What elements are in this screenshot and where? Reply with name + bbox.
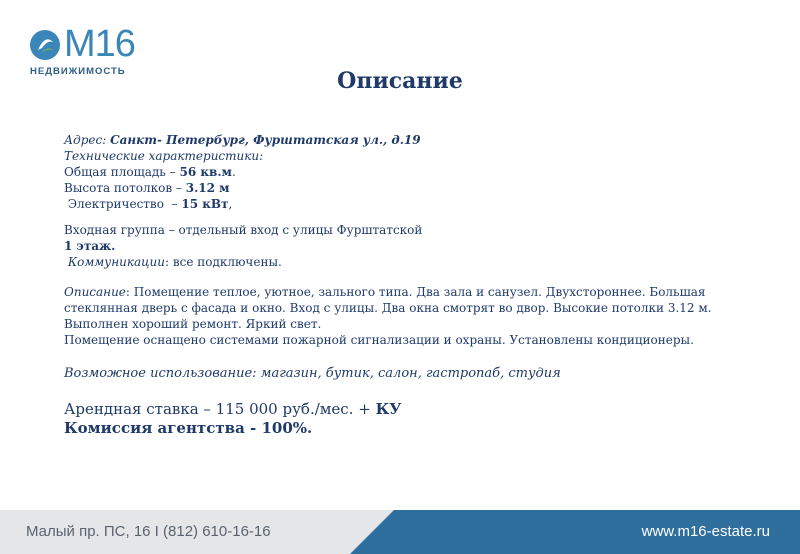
area-suffix: . [231, 165, 236, 179]
description-line-1 [64, 284, 744, 300]
power-label: Электричество – [64, 197, 182, 211]
utilities-label: Коммуникации [67, 255, 165, 269]
commission-line: Комиссия агентства - 100%. [64, 419, 313, 437]
usage-label: Возможное использование: [64, 366, 257, 381]
address-value: Санкт- Петербург, Фурштатская ул., д.19 [110, 133, 421, 147]
area-label: Общая площадь – [64, 165, 180, 179]
logo-emblem-icon [28, 28, 62, 62]
power-value: 15 кВт [181, 197, 229, 211]
power-suffix: , [228, 197, 233, 211]
page-title: Описание [337, 68, 463, 94]
usage-value: магазин, бутик, салон, гастропаб, студия [256, 366, 561, 381]
tech-specs-label: Технические характеристики: [64, 149, 264, 163]
floor-line: 1 этаж. [64, 239, 116, 253]
description-line-3: Выполнен хороший ремонт. Яркий свет. [64, 317, 322, 331]
footer-divider [350, 510, 394, 554]
ceiling-value: 3.12 м [185, 181, 230, 195]
address-label: Адрес: [64, 133, 107, 147]
footer-contacts: Малый пр. ПС, 16 I (812) 610-16-16 [26, 523, 271, 540]
ceiling-line [64, 180, 744, 196]
entrance-line: Входная группа – отдельный вход с улицы Фурштатской [64, 223, 423, 237]
usage-line [64, 366, 744, 382]
power-line [64, 196, 744, 212]
area-line [64, 164, 744, 180]
rent-line [64, 400, 744, 419]
rent-extra: КУ [375, 400, 402, 418]
description-text-1: : Помещение теплое, уютное, зального типа. Два зала и санузел. Двухстороннее. Большая [125, 285, 706, 299]
address-line [64, 132, 744, 148]
listing-details [64, 132, 744, 438]
description-line-2: стеклянная дверь с фасада и окно. Вход с улицы. Два окна смотрят во двор. Высокие потолки 3.12 м. [64, 301, 712, 315]
footer-website-link[interactable]: www.m16-estate.ru [641, 523, 770, 540]
description-line-4: Помещение оснащено системами пожарной сигнализации и охраны. Установлены кондиционеры. [64, 333, 694, 347]
footer-bar [0, 510, 800, 554]
ceiling-label: Высота потолков – [64, 181, 186, 195]
rent-label: Арендная ставка – 115 000 руб./мес. + [64, 400, 376, 418]
description-label: Описание [64, 285, 126, 299]
utilities-value: : все подключены. [164, 255, 282, 269]
logo-subtitle: НЕДВИЖИМОСТЬ [30, 66, 126, 77]
utilities-line [64, 254, 744, 270]
area-value: 56 кв.м [179, 165, 232, 179]
logo-name: M16 [64, 23, 135, 65]
